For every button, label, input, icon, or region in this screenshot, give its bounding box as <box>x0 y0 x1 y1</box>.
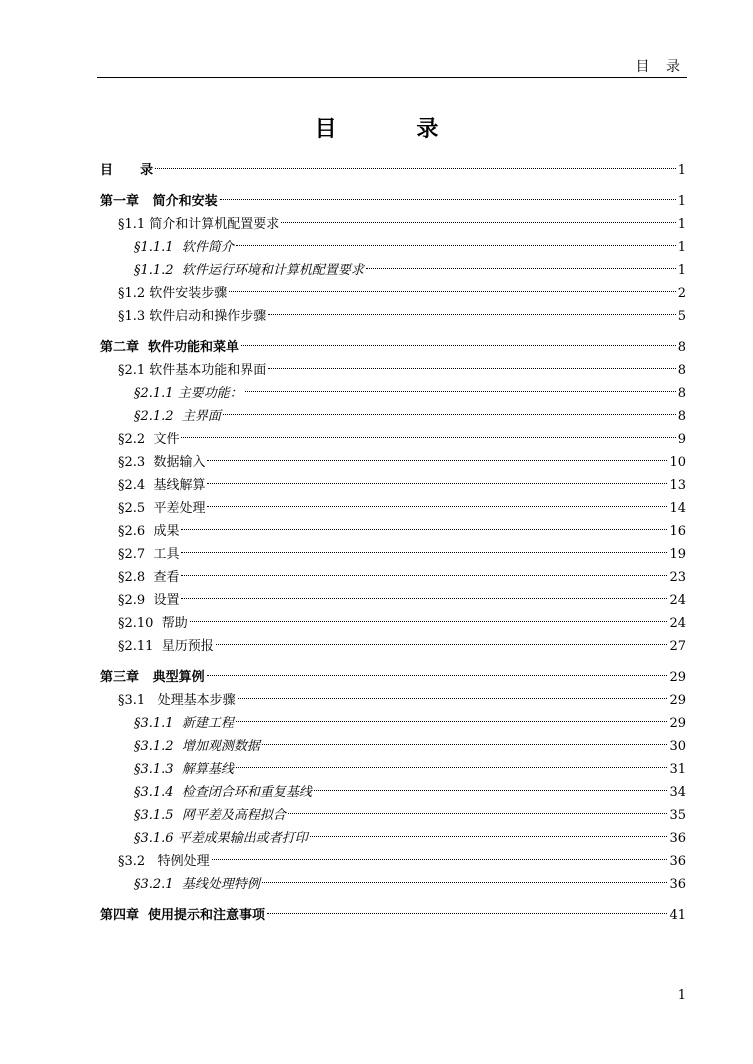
toc-entry-label: §2.5 平差处理 <box>118 501 206 516</box>
running-header: 目 录 <box>635 59 686 75</box>
toc-dot-leader <box>155 168 676 169</box>
toc-dot-leader <box>181 529 667 530</box>
toc-entry-page: 36 <box>669 854 686 869</box>
toc-entry-page: 29 <box>669 716 686 731</box>
toc-entry-label: §1.1.1 软件简介 <box>134 240 234 255</box>
toc-entry-label: 第二章 软件功能和菜单 <box>100 340 240 355</box>
toc-dot-leader <box>181 598 667 599</box>
toc-entry-page: 29 <box>669 670 686 685</box>
toc-dot-leader <box>207 506 667 507</box>
toc-entry[interactable] <box>100 781 686 804</box>
toc-entry-label: 目 录 <box>100 163 154 178</box>
toc-dot-leader <box>181 552 667 553</box>
toc-dot-leader <box>181 575 667 576</box>
toc-entry-page: 24 <box>669 616 686 631</box>
toc-entry-page: 30 <box>669 739 686 754</box>
toc-entry-label: §3.1.2 增加观测数据 <box>134 739 260 754</box>
toc-entry-label: §2.3 数据输入 <box>118 455 206 470</box>
toc-entry-label: §2.2 文件 <box>118 432 180 447</box>
toc-entry[interactable] <box>100 566 686 589</box>
toc-entry-page: 35 <box>669 808 686 823</box>
toc-entry[interactable] <box>100 758 686 781</box>
toc-entry-label: 第三章 典型算例 <box>100 670 205 685</box>
toc-dot-leader <box>229 291 675 292</box>
toc-entry-page: 13 <box>669 478 686 493</box>
toc-dot-leader <box>220 199 676 200</box>
toc-dot-leader <box>268 314 675 315</box>
toc-entry-page: 1 <box>677 217 686 232</box>
toc-entry-label: §2.1.2 主界面 <box>134 409 221 424</box>
toc-entry-label: §2.7 工具 <box>118 547 180 562</box>
toc-dot-leader <box>366 268 676 269</box>
toc-entry-label: §1.1 简介和计算机配置要求 <box>118 217 280 232</box>
toc-dot-leader <box>238 698 668 699</box>
toc-entry[interactable] <box>100 305 686 328</box>
toc-entry[interactable] <box>100 873 686 896</box>
toc-entry-label: §2.11 星历预报 <box>118 639 214 654</box>
toc-entry-page: 1 <box>677 240 686 255</box>
toc-entry[interactable] <box>100 712 686 735</box>
toc-entry-page: 36 <box>669 877 686 892</box>
toc-entry-label: §3.1.4 检查闭合环和重复基线 <box>134 785 312 800</box>
toc-entry-label: §2.9 设置 <box>118 593 180 608</box>
toc-entry[interactable] <box>100 474 686 497</box>
toc-entry-label: §2.6 成果 <box>118 524 180 539</box>
toc-dot-leader <box>207 675 668 676</box>
toc-dot-leader <box>262 744 668 745</box>
toc-entry[interactable] <box>100 405 686 428</box>
toc-entry[interactable] <box>100 827 686 850</box>
toc-entry-page: 1 <box>677 163 686 178</box>
toc-dot-leader <box>190 621 668 622</box>
toc-dot-leader <box>241 345 676 346</box>
toc-entry[interactable] <box>100 259 686 282</box>
toc-entry-label: §1.1.2 软件运行环境和计算机配置要求 <box>134 263 364 278</box>
toc-entry-page: 1 <box>677 194 686 209</box>
toc-entry-label: §3.1.3 解算基线 <box>134 762 234 777</box>
toc-entry-page: 41 <box>669 908 686 923</box>
toc-entry-page: 23 <box>669 570 686 585</box>
toc-entry-label: §1.2 软件安装步骤 <box>118 286 228 301</box>
toc-entry[interactable] <box>100 282 686 305</box>
toc-entry-page: 34 <box>669 785 686 800</box>
toc-entry-label: §2.1 软件基本功能和界面 <box>118 363 267 378</box>
toc-entry[interactable] <box>100 850 686 873</box>
toc-entry[interactable] <box>100 612 686 635</box>
toc-dot-leader <box>236 245 676 246</box>
toc-entry[interactable] <box>100 428 686 451</box>
page-title: 目 录 <box>314 117 475 142</box>
toc-entry[interactable] <box>100 635 686 658</box>
toc-entry-page: 8 <box>677 363 686 378</box>
toc-entry-label: §3.2.1 基线处理特例 <box>134 877 260 892</box>
toc-dot-leader <box>236 721 668 722</box>
toc-entry[interactable] <box>100 497 686 520</box>
toc-dot-leader <box>223 414 676 415</box>
header-rule <box>97 77 687 78</box>
toc-dot-leader <box>212 859 668 860</box>
toc-entry-label: §2.8 查看 <box>118 570 180 585</box>
toc-entry[interactable] <box>100 589 686 612</box>
toc-entry-label: §1.3 软件启动和操作步骤 <box>118 309 267 324</box>
toc-entry-label: §3.1 处理基本步骤 <box>118 693 236 708</box>
toc-dot-leader <box>207 483 667 484</box>
toc-entry-label: 第四章 使用提示和注意事项 <box>100 908 266 923</box>
toc-dot-leader <box>245 391 676 392</box>
toc-dot-leader <box>281 222 675 223</box>
toc-entry-page: 31 <box>669 762 686 777</box>
toc-entry[interactable] <box>100 904 686 927</box>
toc-entry-page: 8 <box>677 409 686 424</box>
toc-entry-page: 16 <box>669 524 686 539</box>
toc-entry[interactable] <box>100 236 686 259</box>
toc-entry-page: 8 <box>677 386 686 401</box>
toc-entry-page: 29 <box>669 693 686 708</box>
toc-entry-page: 5 <box>677 309 686 324</box>
table-of-contents <box>100 159 686 927</box>
toc-entry[interactable] <box>100 451 686 474</box>
toc-entry-label: §3.1.1 新建工程 <box>134 716 234 731</box>
toc-entry-label: 第一章 简介和安装 <box>100 194 218 209</box>
toc-entry[interactable] <box>100 735 686 758</box>
toc-entry-label: §2.1.1 主要功能： <box>134 386 243 401</box>
toc-dot-leader <box>288 813 668 814</box>
toc-dot-leader <box>310 836 668 837</box>
toc-entry-label: §2.4 基线解算 <box>118 478 206 493</box>
toc-entry[interactable] <box>100 336 686 359</box>
footer-page-number: 1 <box>677 988 686 1003</box>
toc-entry[interactable] <box>100 804 686 827</box>
toc-dot-leader <box>236 767 668 768</box>
toc-dot-leader <box>314 790 668 791</box>
toc-entry-page: 14 <box>669 501 686 516</box>
toc-dot-leader <box>267 913 667 914</box>
toc-entry-page: 19 <box>669 547 686 562</box>
toc-entry-label: §3.2 特例处理 <box>118 854 210 869</box>
toc-entry-page: 8 <box>677 340 686 355</box>
toc-entry[interactable] <box>100 213 686 236</box>
toc-entry[interactable] <box>100 359 686 382</box>
toc-entry[interactable] <box>100 543 686 566</box>
toc-dot-leader <box>262 882 668 883</box>
toc-entry-page: 27 <box>669 639 686 654</box>
toc-entry-label: §3.1.6 平差成果输出或者打印 <box>134 831 308 846</box>
toc-entry-label: §3.1.5 网平差及高程拟合 <box>134 808 286 823</box>
toc-entry[interactable] <box>100 520 686 543</box>
toc-entry-page: 2 <box>677 286 686 301</box>
toc-entry[interactable] <box>100 159 686 182</box>
toc-entry-page: 36 <box>669 831 686 846</box>
toc-dot-leader <box>268 368 675 369</box>
toc-entry-page: 10 <box>669 455 686 470</box>
toc-entry[interactable] <box>100 666 686 689</box>
toc-entry-page: 24 <box>669 593 686 608</box>
toc-entry-label: §2.10 帮助 <box>118 616 188 631</box>
toc-entry-page: 1 <box>677 263 686 278</box>
toc-entry[interactable] <box>100 382 686 405</box>
toc-entry[interactable] <box>100 689 686 712</box>
toc-entry[interactable] <box>100 190 686 213</box>
toc-entry-page: 9 <box>677 432 686 447</box>
toc-dot-leader <box>216 644 668 645</box>
toc-dot-leader <box>207 460 667 461</box>
toc-dot-leader <box>181 437 675 438</box>
